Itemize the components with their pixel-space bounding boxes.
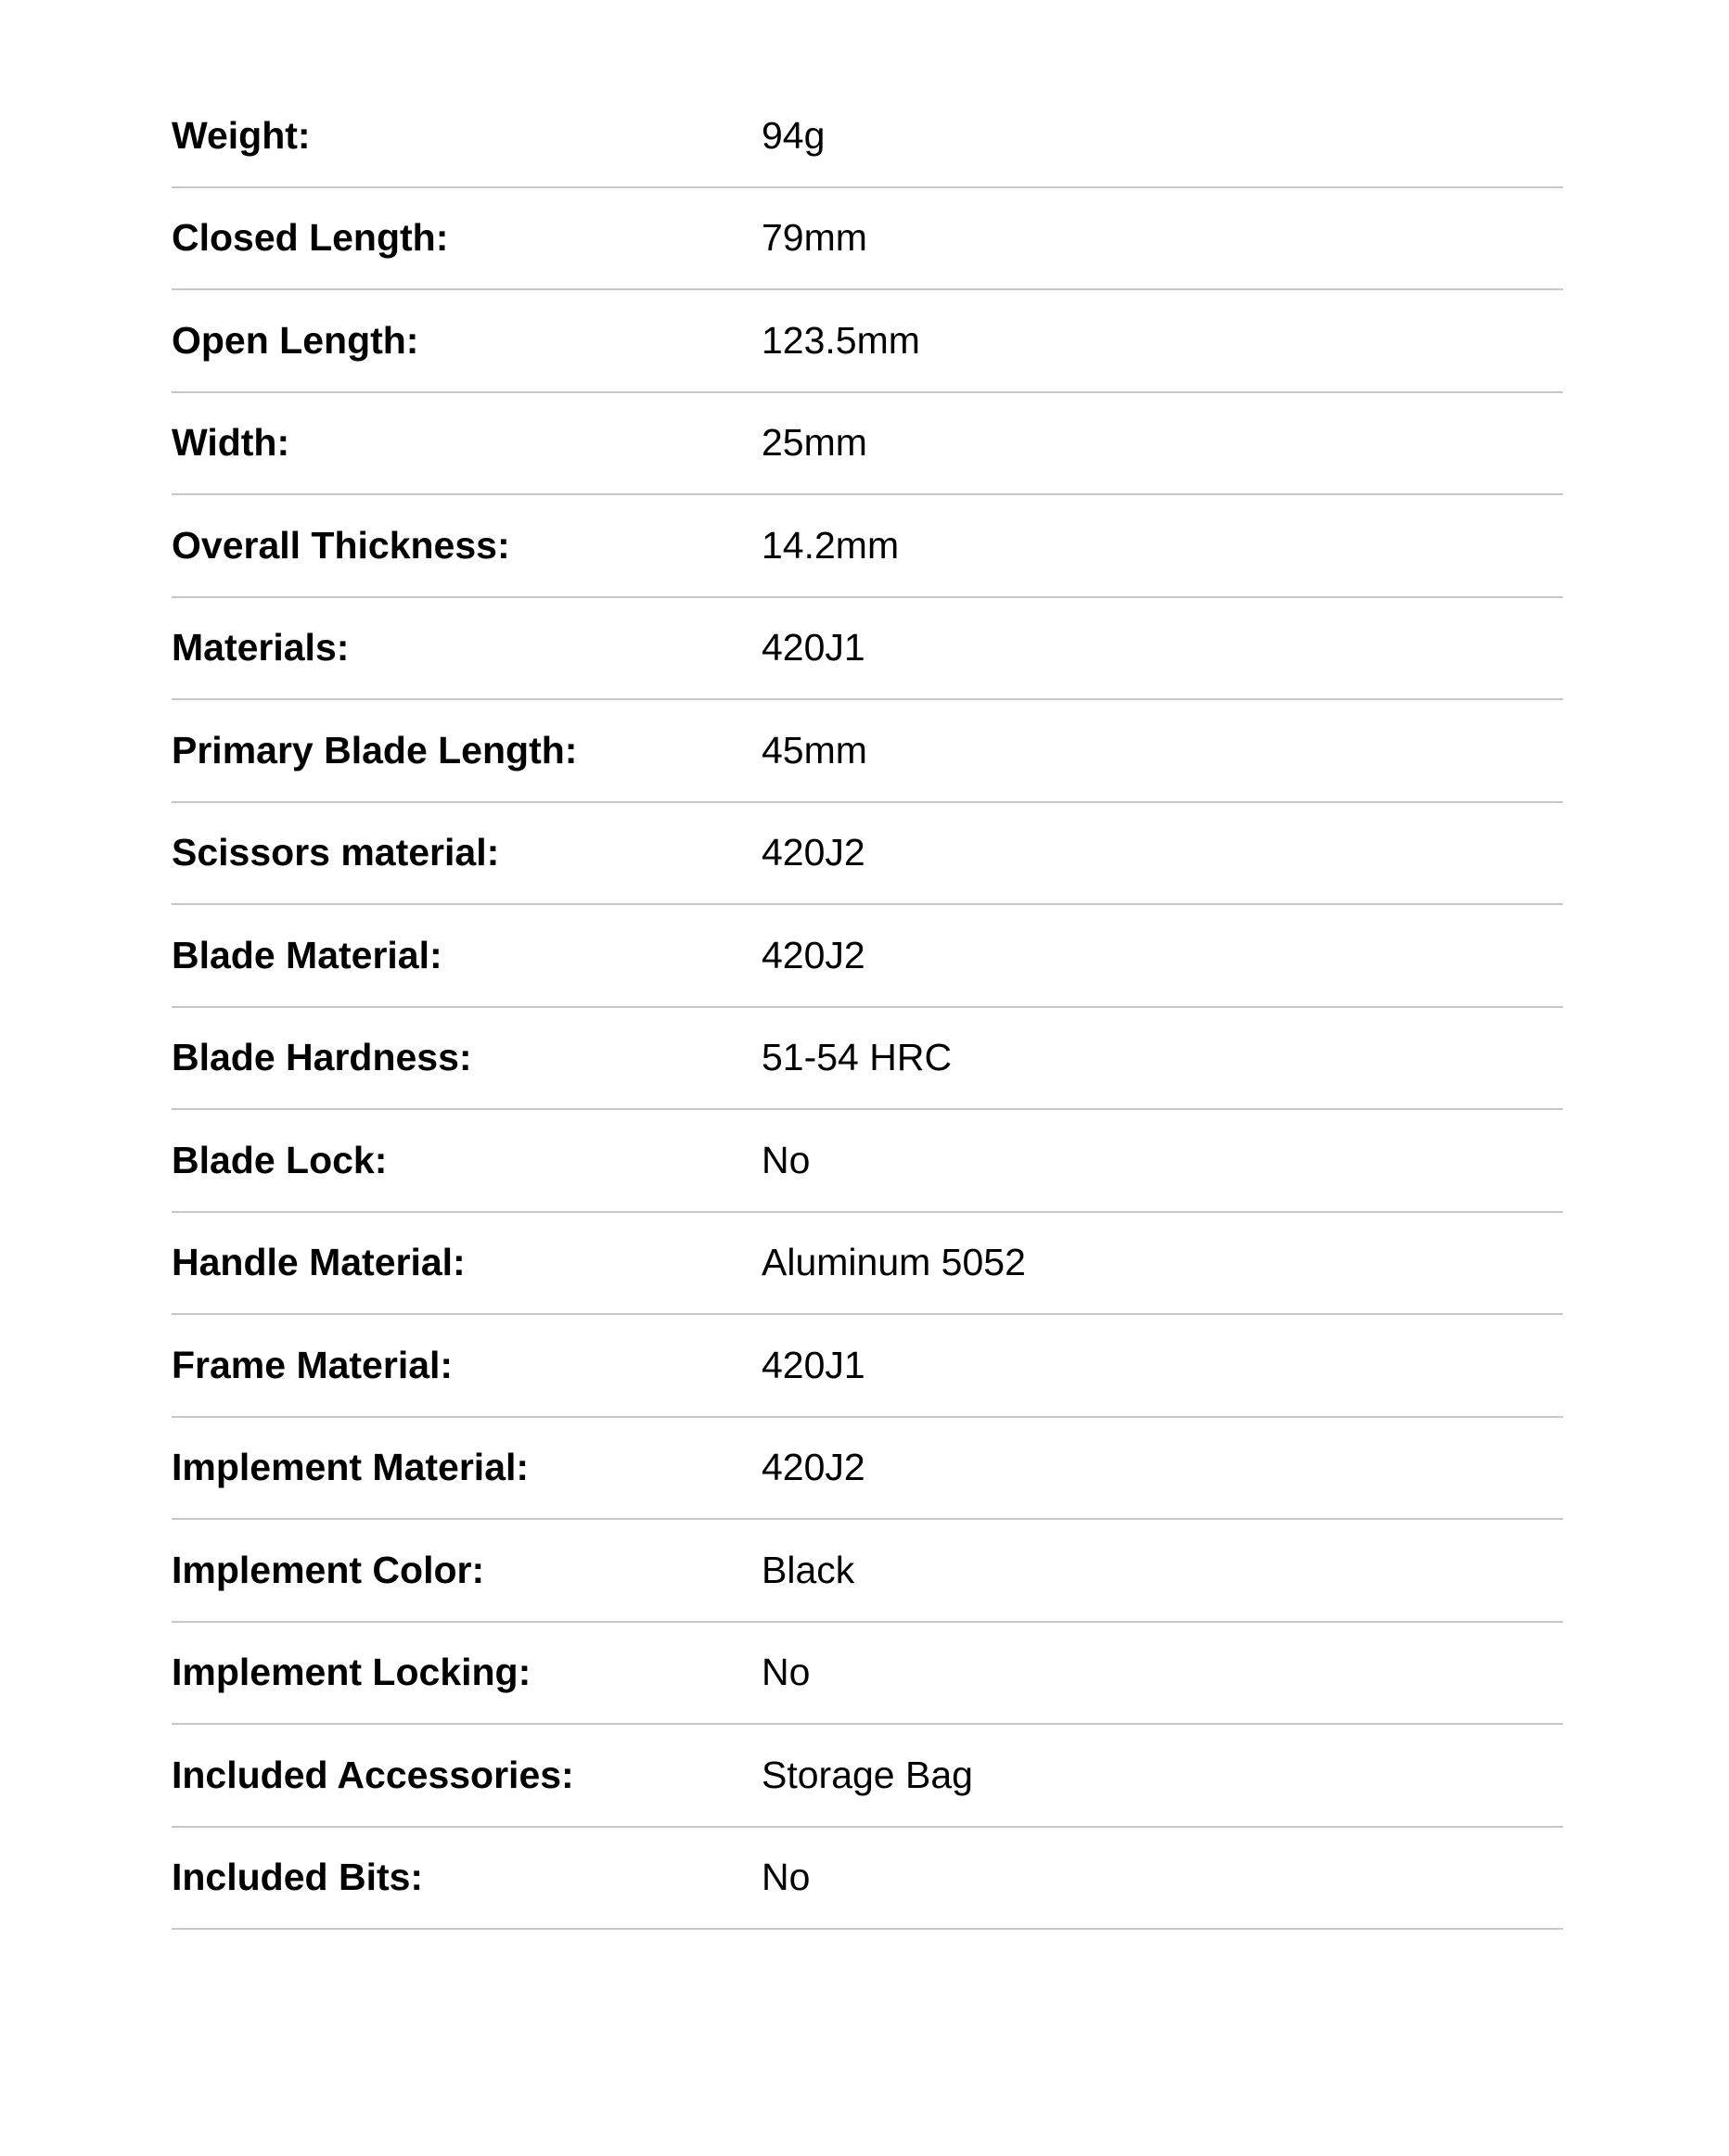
spec-row <box>172 85 1563 188</box>
spec-label: Closed Length: <box>172 216 449 260</box>
spec-row <box>172 1213 1563 1316</box>
spec-row <box>172 1008 1563 1111</box>
spec-value: No <box>762 1651 811 1694</box>
spec-value: 25mm <box>762 421 867 465</box>
spec-label: Blade Hardness: <box>172 1036 472 1079</box>
spec-row <box>172 393 1563 496</box>
spec-row <box>172 598 1563 701</box>
spec-row <box>172 495 1563 598</box>
spec-row <box>172 1418 1563 1521</box>
spec-label: Included Accessories: <box>172 1753 574 1796</box>
spec-value: Storage Bag <box>762 1753 973 1796</box>
spec-row <box>172 290 1563 393</box>
spec-value: 420J1 <box>762 1343 865 1386</box>
spec-row <box>172 1315 1563 1418</box>
spec-row <box>172 803 1563 906</box>
spec-value: 45mm <box>762 728 867 772</box>
spec-label: Materials: <box>172 626 350 670</box>
spec-label: Overall Thickness: <box>172 523 510 567</box>
spec-label: Handle Material: <box>172 1241 466 1284</box>
spec-value: 420J1 <box>762 626 865 670</box>
spec-label: Blade Lock: <box>172 1138 388 1181</box>
spec-row <box>172 1623 1563 1726</box>
spec-label: Open Length: <box>172 318 419 362</box>
spec-table <box>172 85 1563 1930</box>
spec-label: Weight: <box>172 113 311 157</box>
spec-label: Implement Color: <box>172 1548 485 1591</box>
spec-value: No <box>762 1138 811 1181</box>
spec-value: Black <box>762 1548 855 1591</box>
spec-label: Included Bits: <box>172 1856 424 1899</box>
spec-label: Blade Material: <box>172 933 442 976</box>
spec-label: Width: <box>172 421 290 465</box>
spec-label: Implement Locking: <box>172 1651 532 1694</box>
spec-value: 14.2mm <box>762 523 900 567</box>
spec-value: Aluminum 5052 <box>762 1241 1026 1284</box>
spec-value: 420J2 <box>762 831 865 874</box>
spec-label: Implement Material: <box>172 1446 530 1489</box>
spec-value: 420J2 <box>762 933 865 976</box>
spec-value: 420J2 <box>762 1446 865 1489</box>
spec-value: 94g <box>762 113 826 157</box>
spec-value: No <box>762 1856 811 1899</box>
spec-row <box>172 1828 1563 1931</box>
spec-label: Primary Blade Length: <box>172 728 578 772</box>
spec-value: 123.5mm <box>762 318 920 362</box>
spec-label: Frame Material: <box>172 1343 454 1386</box>
spec-row <box>172 1520 1563 1623</box>
spec-row <box>172 1110 1563 1213</box>
spec-label: Scissors material: <box>172 831 500 874</box>
spec-value: 79mm <box>762 216 867 260</box>
spec-row <box>172 1725 1563 1828</box>
spec-value: 51-54 HRC <box>762 1036 953 1079</box>
spec-row <box>172 905 1563 1008</box>
spec-row <box>172 700 1563 803</box>
spec-row <box>172 188 1563 291</box>
